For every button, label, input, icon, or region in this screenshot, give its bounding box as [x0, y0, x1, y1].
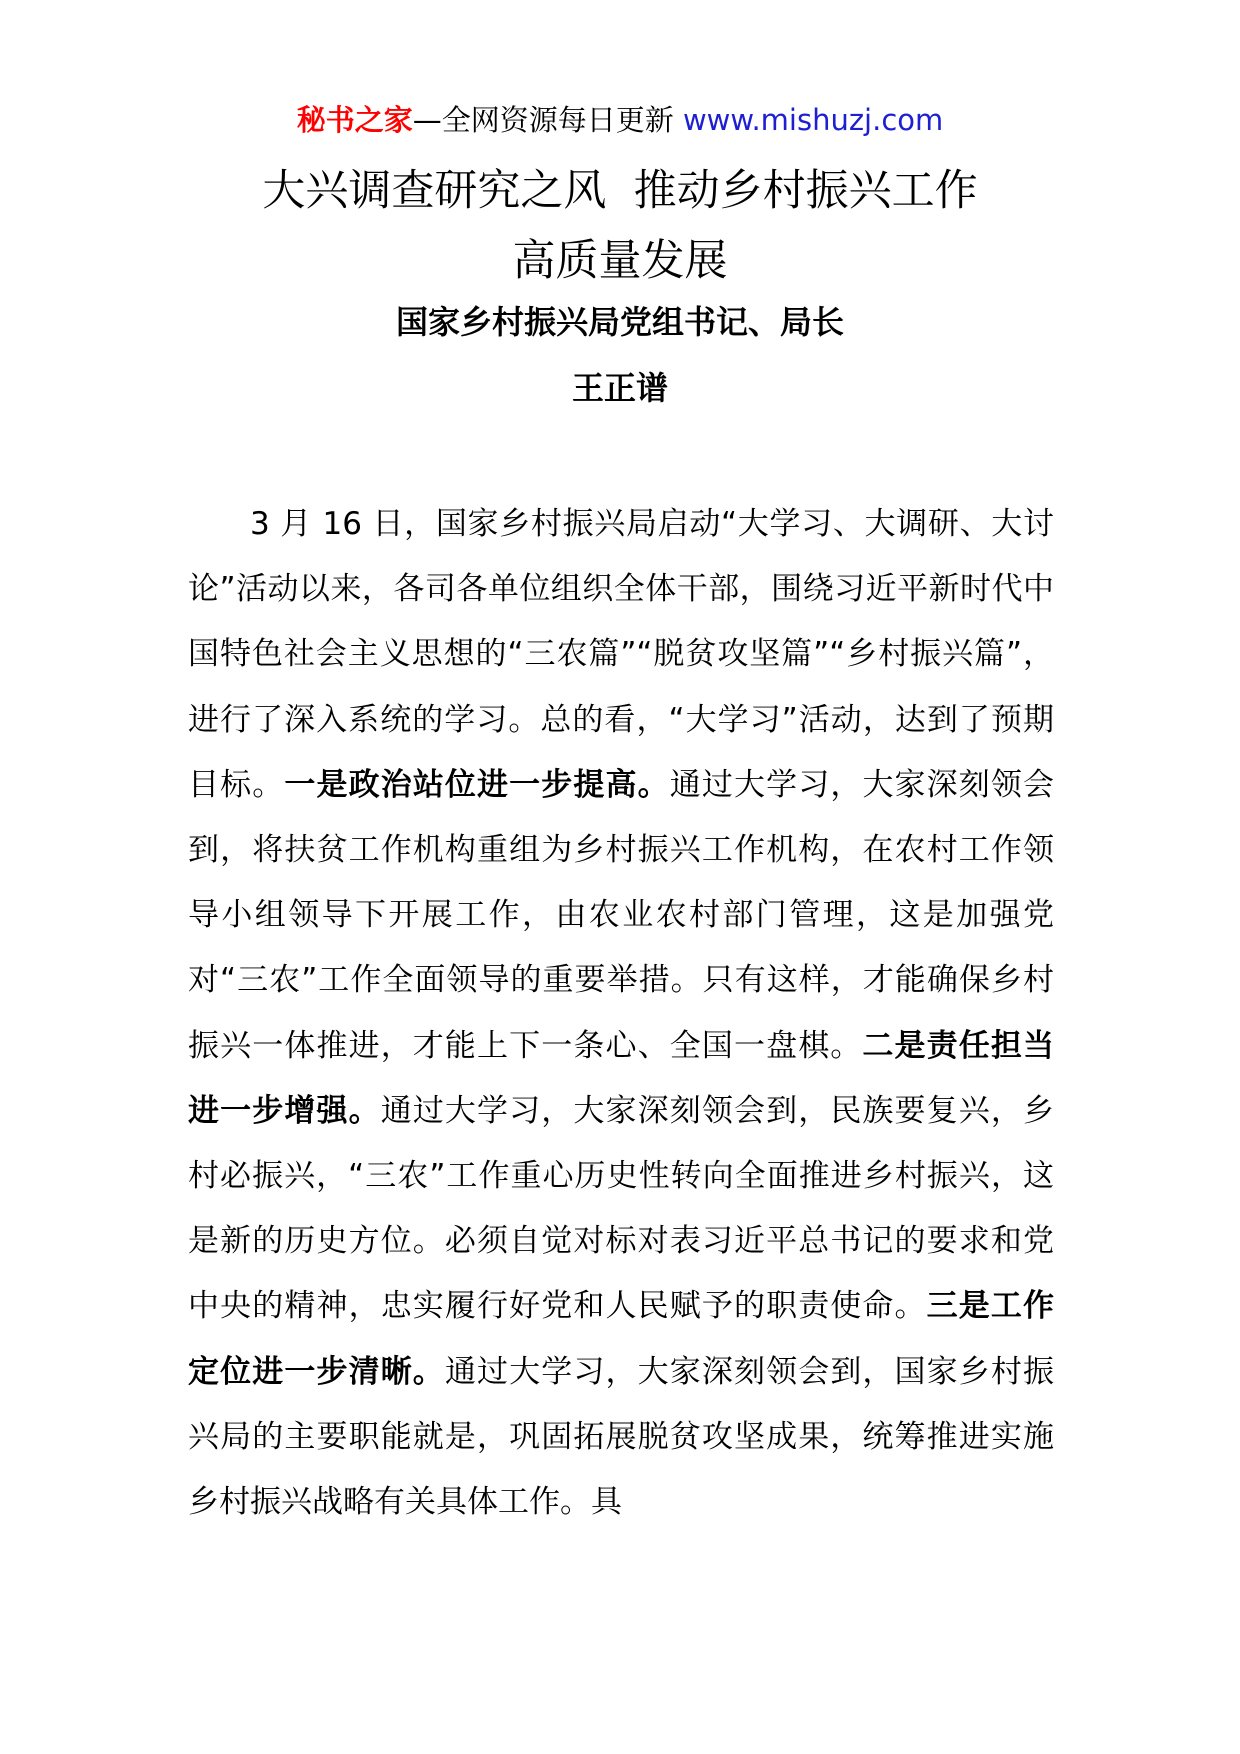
- header-tagline: —全网资源每日更新: [412, 103, 674, 137]
- document-title-line-1: 大兴调查研究之风 推动乡村振兴工作: [262, 166, 978, 216]
- body-paragraph: [188, 492, 1054, 1535]
- document-title-line-2: 高质量发展: [512, 236, 728, 286]
- body-text-2: 通过大学习，大家深刻领会到，将扶贫工作机构重组为乡村振兴工作机构，在农村工作领导小组领导下开展工作，由农业农村部门管理，这是加强党对“三农”工作全面领导的重要举措。只有这样，才能确保乡村振兴一体推进，才能上下一条心、全国一盘棋。: [188, 766, 1055, 1064]
- author-name: 王正谱: [571, 369, 668, 407]
- body-text-1: 3 月 16 日，国家乡村振兴局启动“大学习、大调研、大讨论”活动以来，各司各单位组织全体干部，围绕习近平新时代中国特色社会主义思想的“三农篇”“脱贫攻坚篇”“乡村振兴篇”，进行了深入系统的学习。总的看，“大学习”活动，达到了预期目标。: [188, 506, 1054, 803]
- point-heading-1: 一是政治站位进一步提高。: [284, 766, 670, 803]
- site-url-link[interactable]: www.mishuzj.com: [682, 103, 944, 137]
- point-heading-2: 二是责任担当进一步增强。: [188, 1027, 1054, 1129]
- point-heading-3: 三是工作定位进一步清晰。: [188, 1288, 1055, 1390]
- author-position: 国家乡村振兴局党组书记、局长: [395, 303, 844, 341]
- brand-name: 秘书之家: [296, 103, 413, 137]
- site-header: [0, 100, 1240, 140]
- body-text-4: 通过大学习，大家深刻领会到，国家乡村振兴局的主要职能就是，巩固拓展脱贫攻坚成果，统筹推进实施乡村振兴战略有关具体工作。具: [188, 1353, 1055, 1521]
- body-text-3: 通过大学习，大家深刻领会到，民族要复兴，乡村必振兴，“三农”工作重心历史性转向全面推进乡村振兴，这是新的历史方位。必须自觉对标对表习近平总书记的要求和党中央的精神，忠实履行好党和人民赋予的职责使命。: [188, 1092, 1055, 1325]
